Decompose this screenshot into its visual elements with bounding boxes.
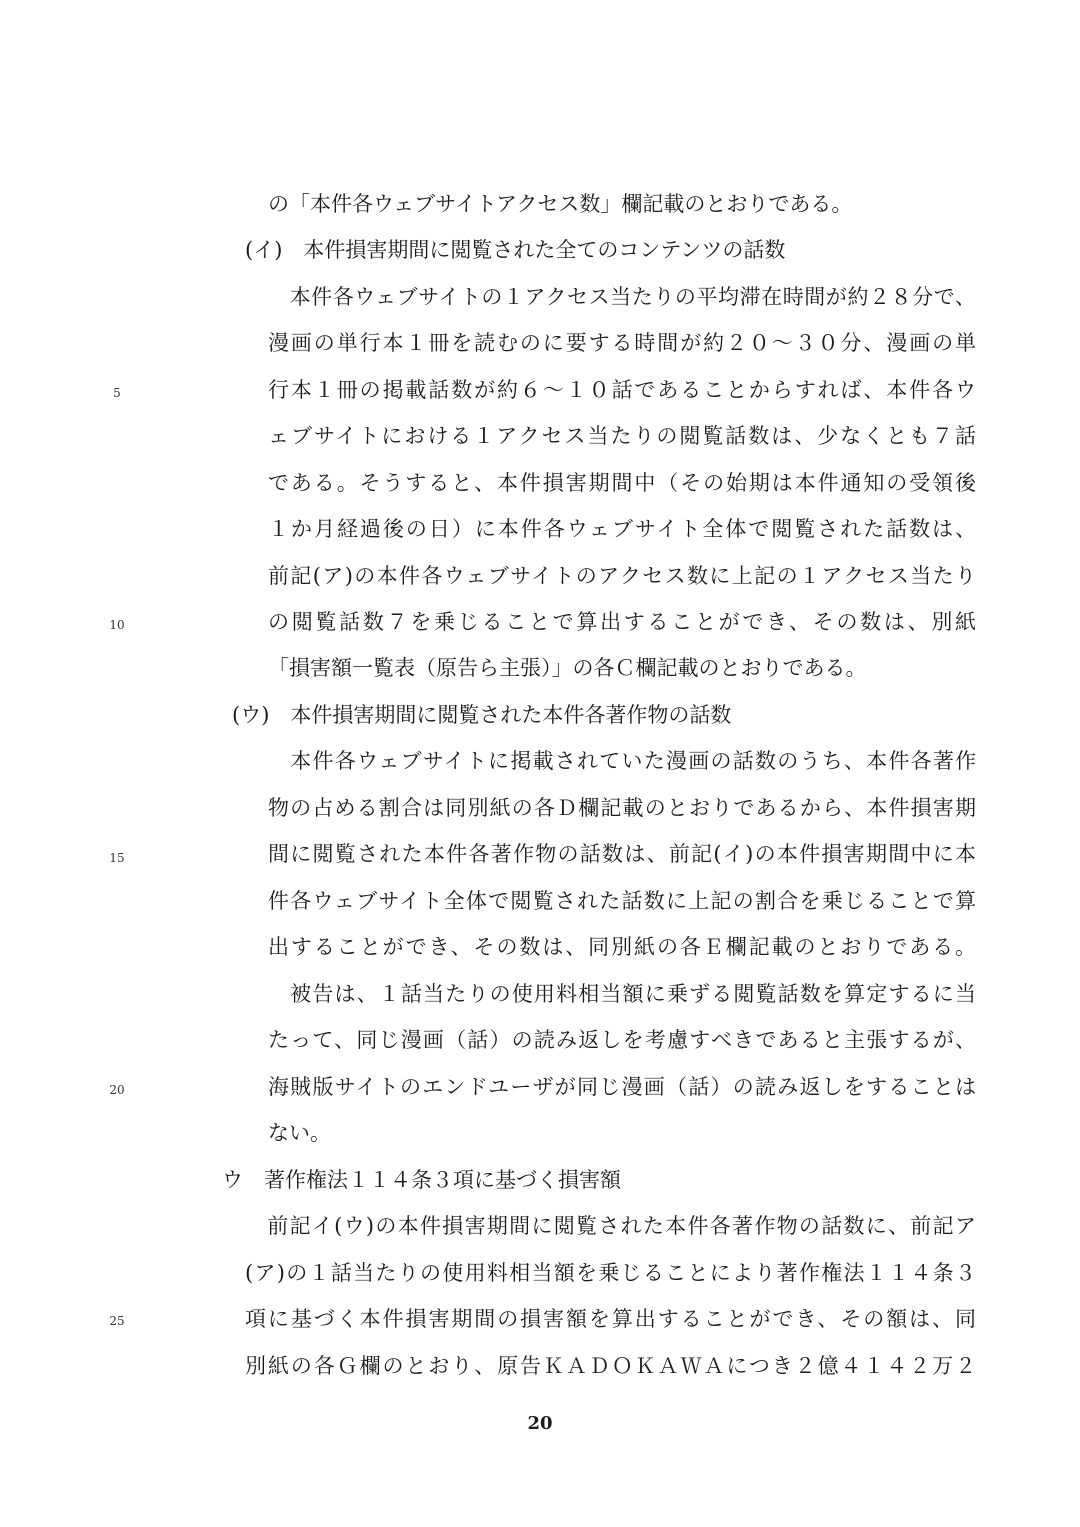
text-line: 本件各ウェブサイトの１アクセス当たりの平均滞在時間が約２８分で、 [268, 285, 977, 309]
line-number: 25 [109, 1314, 125, 1328]
text-line: 物の占める割合は同別紙の各Ｄ欄記載のとおりであるから、本件損害期 [268, 796, 978, 820]
text-line: の閲覧話数７を乗じることで算出することができ、その数は、別紙 [268, 610, 979, 634]
text-line: ない。 [268, 1121, 331, 1145]
text-line: (ア)の１話当たりの使用料相当額を乗じることにより著作権法１１４条３ [245, 1261, 978, 1285]
text-line: 漫画の単行本１冊を読むのに要する時間が約２０～３０分、漫画の単 [268, 331, 978, 355]
text-line: 前記(ア)の本件各ウェブサイトのアクセス数に上記の１アクセス当たり [268, 564, 978, 588]
text-line: 被告は、１話当たりの使用料相当額に乗ずる閲覧話数を算定するに当 [268, 982, 978, 1006]
line-number: 20 [109, 1083, 125, 1097]
text-line: 前記イ(ウ)の本件損害期間に閲覧された本件各著作物の話数に、前記ア [245, 1214, 978, 1238]
text-line: である。そうすると、本件損害期間中（その始期は本件通知の受領後 [268, 471, 978, 495]
text-line: １か月経過後の日）に本件各ウェブサイト全体で閲覧された話数は、 [268, 517, 979, 541]
text-line: 本件各ウェブサイトに掲載されていた漫画の話数のうち、本件各著作 [268, 749, 978, 773]
page-number: 20 [527, 1413, 553, 1434]
text-line: 別紙の各Ｇ欄のとおり、原告ＫＡＤＯＫＡＷＡにつき２億４１４２万２ [245, 1354, 979, 1378]
text-line: ェブサイトにおける１アクセス当たりの閲覧話数は、少なくとも７話 [268, 424, 978, 448]
text-line: たって、同じ漫画（話）の読み返しを考慮すべきであると主張するが、 [268, 1028, 978, 1052]
line-number: 10 [109, 618, 125, 632]
text-line: 「損害額一覧表（原告ら主張）」の各Ｃ欄記載のとおりである。 [268, 656, 867, 680]
text-line: 海賊版サイトのエンドユーザが同じ漫画（話）の読み返しをすることは [268, 1075, 978, 1099]
text-line: 項に基づく本件損害期間の損害額を算出することができ、その額は、同 [245, 1307, 978, 1331]
text-line: (イ) 本件損害期間に閲覧された全てのコンテンツの話数 [245, 238, 786, 262]
text-line: の「本件各ウェブサイトアクセス数」欄記載のとおりである。 [268, 192, 853, 216]
text-line: ウ 著作権法１１４条３項に基づく損害額 [222, 1168, 621, 1192]
text-line: 行本１冊の掲載話数が約６～１０話であることからすれば、本件各ウ [268, 378, 978, 402]
line-number: 15 [109, 851, 125, 865]
line-number: 5 [113, 386, 121, 400]
text-line: 件各ウェブサイト全体で閲覧された話数に上記の割合を乗じることで算 [268, 889, 978, 913]
text-line: 間に閲覧された本件各著作物の話数は、前記(イ)の本件損害期間中に本 [268, 842, 978, 866]
text-line: 出することができ、その数は、同別紙の各Ｅ欄記載のとおりである。 [268, 935, 978, 959]
text-line: (ウ) 本件損害期間に閲覧された本件各著作物の話数 [232, 703, 732, 727]
